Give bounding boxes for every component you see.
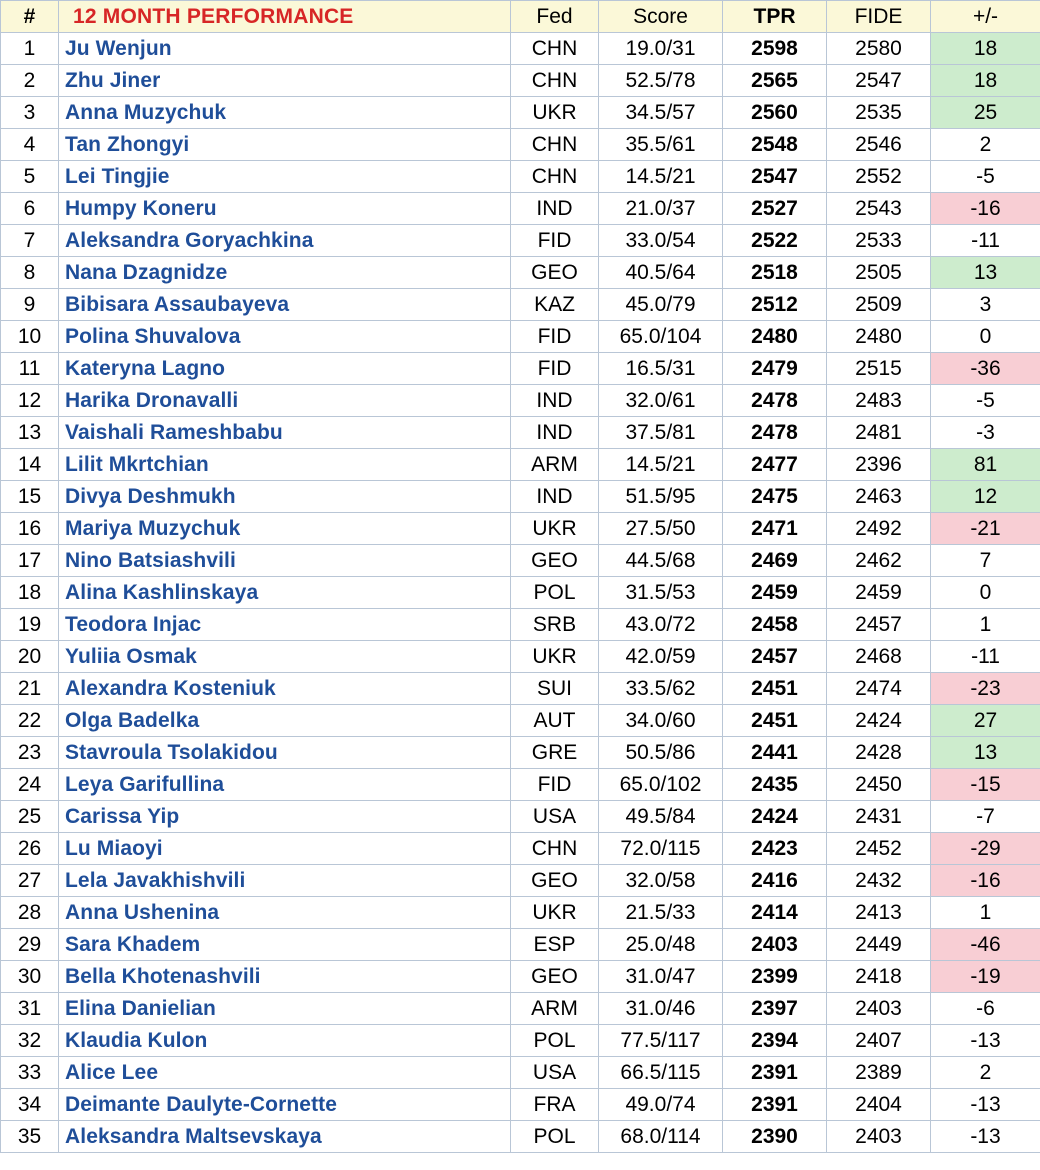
- player-fide-rating: 2428: [827, 737, 931, 769]
- player-name[interactable]: Divya Deshmukh: [59, 481, 511, 513]
- player-tpr: 2414: [723, 897, 827, 929]
- player-federation: FID: [511, 225, 599, 257]
- player-rank: 31: [1, 993, 59, 1025]
- player-tpr: 2403: [723, 929, 827, 961]
- table-row: [1, 33, 1040, 65]
- player-tpr: 2518: [723, 257, 827, 289]
- player-rank: 21: [1, 673, 59, 705]
- player-score: 68.0/114: [599, 1121, 723, 1153]
- player-federation: CHN: [511, 33, 599, 65]
- player-rating-change: -21: [931, 513, 1040, 545]
- player-rating-change: -23: [931, 673, 1040, 705]
- player-rank: 30: [1, 961, 59, 993]
- player-tpr: 2394: [723, 1025, 827, 1057]
- player-federation: KAZ: [511, 289, 599, 321]
- table-header-row: [1, 1, 1040, 33]
- player-rank: 24: [1, 769, 59, 801]
- player-rank: 11: [1, 353, 59, 385]
- table-row: [1, 417, 1040, 449]
- column-header-title: 12 MONTH PERFORMANCE: [59, 1, 511, 33]
- player-name[interactable]: Alexandra Kosteniuk: [59, 673, 511, 705]
- player-score: 49.0/74: [599, 1089, 723, 1121]
- table-row: [1, 609, 1040, 641]
- player-rank: 27: [1, 865, 59, 897]
- player-federation: IND: [511, 417, 599, 449]
- player-rating-change: -36: [931, 353, 1040, 385]
- table-row: [1, 321, 1040, 353]
- player-fide-rating: 2535: [827, 97, 931, 129]
- player-rating-change: 1: [931, 609, 1040, 641]
- table-row: [1, 97, 1040, 129]
- table-row: [1, 993, 1040, 1025]
- table-row: [1, 353, 1040, 385]
- player-name[interactable]: Anna Ushenina: [59, 897, 511, 929]
- player-score: 32.0/58: [599, 865, 723, 897]
- table-row: [1, 65, 1040, 97]
- player-name[interactable]: Lilit Mkrtchian: [59, 449, 511, 481]
- player-federation: USA: [511, 801, 599, 833]
- player-tpr: 2598: [723, 33, 827, 65]
- player-federation: ESP: [511, 929, 599, 961]
- player-rank: 19: [1, 609, 59, 641]
- player-fide-rating: 2424: [827, 705, 931, 737]
- player-rating-change: 13: [931, 257, 1040, 289]
- player-federation: CHN: [511, 833, 599, 865]
- player-tpr: 2416: [723, 865, 827, 897]
- player-score: 34.5/57: [599, 97, 723, 129]
- player-score: 52.5/78: [599, 65, 723, 97]
- player-score: 37.5/81: [599, 417, 723, 449]
- player-rank: 25: [1, 801, 59, 833]
- table-row: [1, 897, 1040, 929]
- player-rank: 1: [1, 33, 59, 65]
- player-rank: 28: [1, 897, 59, 929]
- player-rank: 20: [1, 641, 59, 673]
- player-rating-change: -11: [931, 225, 1040, 257]
- player-fide-rating: 2418: [827, 961, 931, 993]
- player-rank: 34: [1, 1089, 59, 1121]
- player-tpr: 2480: [723, 321, 827, 353]
- player-score: 50.5/86: [599, 737, 723, 769]
- player-federation: CHN: [511, 161, 599, 193]
- player-rating-change: -13: [931, 1089, 1040, 1121]
- player-federation: FID: [511, 321, 599, 353]
- table-row: [1, 481, 1040, 513]
- player-tpr: 2527: [723, 193, 827, 225]
- player-name[interactable]: Tan Zhongyi: [59, 129, 511, 161]
- table-row: [1, 833, 1040, 865]
- table-row: [1, 1089, 1040, 1121]
- player-rank: 8: [1, 257, 59, 289]
- player-federation: GEO: [511, 257, 599, 289]
- player-federation: POL: [511, 1121, 599, 1153]
- player-score: 44.5/68: [599, 545, 723, 577]
- player-federation: UKR: [511, 97, 599, 129]
- player-federation: GRE: [511, 737, 599, 769]
- player-federation: UKR: [511, 897, 599, 929]
- player-name[interactable]: Anna Muzychuk: [59, 97, 511, 129]
- player-score: 45.0/79: [599, 289, 723, 321]
- player-rank: 6: [1, 193, 59, 225]
- player-fide-rating: 2492: [827, 513, 931, 545]
- player-score: 31.5/53: [599, 577, 723, 609]
- player-fide-rating: 2457: [827, 609, 931, 641]
- player-name[interactable]: Elina Danielian: [59, 993, 511, 1025]
- player-score: 16.5/31: [599, 353, 723, 385]
- player-rating-change: -16: [931, 193, 1040, 225]
- table-row: [1, 225, 1040, 257]
- player-rank: 10: [1, 321, 59, 353]
- player-tpr: 2478: [723, 417, 827, 449]
- player-federation: IND: [511, 481, 599, 513]
- table-row: [1, 257, 1040, 289]
- table-row: [1, 961, 1040, 993]
- player-rank: 13: [1, 417, 59, 449]
- player-name[interactable]: Yuliia Osmak: [59, 641, 511, 673]
- player-federation: POL: [511, 577, 599, 609]
- player-rank: 4: [1, 129, 59, 161]
- player-score: 65.0/102: [599, 769, 723, 801]
- player-rank: 23: [1, 737, 59, 769]
- player-fide-rating: 2450: [827, 769, 931, 801]
- player-name[interactable]: Bibisara Assaubayeva: [59, 289, 511, 321]
- table-row: [1, 193, 1040, 225]
- player-federation: UKR: [511, 641, 599, 673]
- player-rank: 12: [1, 385, 59, 417]
- player-federation: USA: [511, 1057, 599, 1089]
- table-row: [1, 449, 1040, 481]
- player-score: 35.5/61: [599, 129, 723, 161]
- player-federation: FRA: [511, 1089, 599, 1121]
- player-fide-rating: 2480: [827, 321, 931, 353]
- table-row: [1, 865, 1040, 897]
- player-federation: UKR: [511, 513, 599, 545]
- player-name[interactable]: Kateryna Lagno: [59, 353, 511, 385]
- player-score: 14.5/21: [599, 161, 723, 193]
- column-header-tpr: TPR: [723, 1, 827, 33]
- player-name[interactable]: Zhu Jiner: [59, 65, 511, 97]
- player-rating-change: -46: [931, 929, 1040, 961]
- player-name[interactable]: Deimante Daulyte-Cornette: [59, 1089, 511, 1121]
- player-name[interactable]: Leya Garifullina: [59, 769, 511, 801]
- table-row: [1, 705, 1040, 737]
- player-tpr: 2478: [723, 385, 827, 417]
- player-rating-change: -5: [931, 385, 1040, 417]
- player-fide-rating: 2468: [827, 641, 931, 673]
- player-rank: 18: [1, 577, 59, 609]
- player-fide-rating: 2432: [827, 865, 931, 897]
- player-federation: IND: [511, 193, 599, 225]
- player-rating-change: -16: [931, 865, 1040, 897]
- player-fide-rating: 2403: [827, 1121, 931, 1153]
- player-federation: IND: [511, 385, 599, 417]
- player-fide-rating: 2463: [827, 481, 931, 513]
- player-rating-change: 3: [931, 289, 1040, 321]
- player-tpr: 2451: [723, 705, 827, 737]
- player-rank: 22: [1, 705, 59, 737]
- player-federation: ARM: [511, 993, 599, 1025]
- player-score: 21.5/33: [599, 897, 723, 929]
- column-header-delta: +/-: [931, 1, 1040, 33]
- player-tpr: 2391: [723, 1089, 827, 1121]
- player-score: 34.0/60: [599, 705, 723, 737]
- player-score: 21.0/37: [599, 193, 723, 225]
- table-row: [1, 129, 1040, 161]
- player-name[interactable]: Bella Khotenashvili: [59, 961, 511, 993]
- table-row: [1, 929, 1040, 961]
- player-tpr: 2458: [723, 609, 827, 641]
- player-score: 32.0/61: [599, 385, 723, 417]
- player-federation: GEO: [511, 865, 599, 897]
- player-federation: CHN: [511, 65, 599, 97]
- player-score: 31.0/47: [599, 961, 723, 993]
- player-name[interactable]: Lela Javakhishvili: [59, 865, 511, 897]
- player-name[interactable]: Olga Badelka: [59, 705, 511, 737]
- player-federation: FID: [511, 353, 599, 385]
- column-header-fide: FIDE: [827, 1, 931, 33]
- player-federation: ARM: [511, 449, 599, 481]
- player-fide-rating: 2505: [827, 257, 931, 289]
- player-score: 14.5/21: [599, 449, 723, 481]
- player-tpr: 2565: [723, 65, 827, 97]
- player-tpr: 2441: [723, 737, 827, 769]
- player-rating-change: -19: [931, 961, 1040, 993]
- player-rating-change: 18: [931, 65, 1040, 97]
- player-rating-change: -11: [931, 641, 1040, 673]
- table-row: [1, 769, 1040, 801]
- player-score: 65.0/104: [599, 321, 723, 353]
- player-fide-rating: 2404: [827, 1089, 931, 1121]
- player-tpr: 2522: [723, 225, 827, 257]
- player-fide-rating: 2483: [827, 385, 931, 417]
- player-fide-rating: 2580: [827, 33, 931, 65]
- table-row: [1, 641, 1040, 673]
- player-rating-change: 0: [931, 321, 1040, 353]
- player-tpr: 2512: [723, 289, 827, 321]
- table-body: [1, 33, 1040, 1153]
- player-tpr: 2423: [723, 833, 827, 865]
- player-tpr: 2479: [723, 353, 827, 385]
- player-rating-change: -3: [931, 417, 1040, 449]
- table-row: [1, 737, 1040, 769]
- player-rank: 15: [1, 481, 59, 513]
- player-name[interactable]: Teodora Injac: [59, 609, 511, 641]
- player-fide-rating: 2481: [827, 417, 931, 449]
- table-row: [1, 1025, 1040, 1057]
- table-row: [1, 545, 1040, 577]
- player-fide-rating: 2474: [827, 673, 931, 705]
- player-rating-change: 18: [931, 33, 1040, 65]
- player-tpr: 2424: [723, 801, 827, 833]
- player-rating-change: 1: [931, 897, 1040, 929]
- player-tpr: 2560: [723, 97, 827, 129]
- player-tpr: 2548: [723, 129, 827, 161]
- table-row: [1, 289, 1040, 321]
- player-score: 51.5/95: [599, 481, 723, 513]
- player-rating-change: -29: [931, 833, 1040, 865]
- player-tpr: 2457: [723, 641, 827, 673]
- player-name[interactable]: Humpy Koneru: [59, 193, 511, 225]
- player-fide-rating: 2462: [827, 545, 931, 577]
- player-rank: 2: [1, 65, 59, 97]
- player-score: 33.5/62: [599, 673, 723, 705]
- player-rating-change: -5: [931, 161, 1040, 193]
- table-row: [1, 385, 1040, 417]
- player-fide-rating: 2396: [827, 449, 931, 481]
- player-tpr: 2471: [723, 513, 827, 545]
- table-row: [1, 513, 1040, 545]
- player-tpr: 2477: [723, 449, 827, 481]
- table-row: [1, 673, 1040, 705]
- player-federation: GEO: [511, 961, 599, 993]
- table-row: [1, 161, 1040, 193]
- player-tpr: 2475: [723, 481, 827, 513]
- player-fide-rating: 2509: [827, 289, 931, 321]
- player-score: 40.5/64: [599, 257, 723, 289]
- player-score: 19.0/31: [599, 33, 723, 65]
- table-row: [1, 1121, 1040, 1153]
- column-header-score: Score: [599, 1, 723, 33]
- player-tpr: 2451: [723, 673, 827, 705]
- player-name[interactable]: Lei Tingjie: [59, 161, 511, 193]
- player-score: 43.0/72: [599, 609, 723, 641]
- player-score: 42.0/59: [599, 641, 723, 673]
- player-tpr: 2459: [723, 577, 827, 609]
- player-fide-rating: 2459: [827, 577, 931, 609]
- player-fide-rating: 2552: [827, 161, 931, 193]
- player-rank: 3: [1, 97, 59, 129]
- player-fide-rating: 2533: [827, 225, 931, 257]
- player-name[interactable]: Nana Dzagnidze: [59, 257, 511, 289]
- player-rank: 35: [1, 1121, 59, 1153]
- player-federation: AUT: [511, 705, 599, 737]
- player-score: 27.5/50: [599, 513, 723, 545]
- player-tpr: 2547: [723, 161, 827, 193]
- table-row: [1, 577, 1040, 609]
- player-rank: 32: [1, 1025, 59, 1057]
- player-name[interactable]: Alice Lee: [59, 1057, 511, 1089]
- player-rating-change: -13: [931, 1121, 1040, 1153]
- player-fide-rating: 2546: [827, 129, 931, 161]
- player-federation: SRB: [511, 609, 599, 641]
- player-rating-change: 13: [931, 737, 1040, 769]
- player-fide-rating: 2403: [827, 993, 931, 1025]
- player-rating-change: 25: [931, 97, 1040, 129]
- player-name[interactable]: Aleksandra Maltsevskaya: [59, 1121, 511, 1153]
- player-name[interactable]: Stavroula Tsolakidou: [59, 737, 511, 769]
- player-rank: 16: [1, 513, 59, 545]
- player-rank: 7: [1, 225, 59, 257]
- player-name[interactable]: Lu Miaoyi: [59, 833, 511, 865]
- player-fide-rating: 2452: [827, 833, 931, 865]
- player-rating-change: 27: [931, 705, 1040, 737]
- player-rating-change: -6: [931, 993, 1040, 1025]
- player-federation: FID: [511, 769, 599, 801]
- player-score: 31.0/46: [599, 993, 723, 1025]
- player-tpr: 2469: [723, 545, 827, 577]
- player-fide-rating: 2449: [827, 929, 931, 961]
- player-fide-rating: 2515: [827, 353, 931, 385]
- player-fide-rating: 2389: [827, 1057, 931, 1089]
- player-rank: 9: [1, 289, 59, 321]
- player-tpr: 2399: [723, 961, 827, 993]
- player-name[interactable]: Ju Wenjun: [59, 33, 511, 65]
- player-name[interactable]: Sara Khadem: [59, 929, 511, 961]
- player-name[interactable]: Klaudia Kulon: [59, 1025, 511, 1057]
- player-rank: 33: [1, 1057, 59, 1089]
- player-rank: 29: [1, 929, 59, 961]
- player-rank: 17: [1, 545, 59, 577]
- player-federation: POL: [511, 1025, 599, 1057]
- table-row: [1, 801, 1040, 833]
- player-rating-change: 81: [931, 449, 1040, 481]
- player-name[interactable]: Polina Shuvalova: [59, 321, 511, 353]
- player-tpr: 2391: [723, 1057, 827, 1089]
- player-rating-change: -15: [931, 769, 1040, 801]
- player-tpr: 2397: [723, 993, 827, 1025]
- player-name[interactable]: Carissa Yip: [59, 801, 511, 833]
- column-header-rank: #: [1, 1, 59, 33]
- column-header-fed: Fed: [511, 1, 599, 33]
- table-row: [1, 1057, 1040, 1089]
- player-name[interactable]: Vaishali Rameshbabu: [59, 417, 511, 449]
- player-rank: 14: [1, 449, 59, 481]
- player-score: 49.5/84: [599, 801, 723, 833]
- player-fide-rating: 2413: [827, 897, 931, 929]
- player-fide-rating: 2543: [827, 193, 931, 225]
- player-name[interactable]: Aleksandra Goryachkina: [59, 225, 511, 257]
- player-score: 72.0/115: [599, 833, 723, 865]
- player-name[interactable]: Alina Kashlinskaya: [59, 577, 511, 609]
- player-name[interactable]: Harika Dronavalli: [59, 385, 511, 417]
- player-fide-rating: 2431: [827, 801, 931, 833]
- player-rank: 5: [1, 161, 59, 193]
- player-rating-change: 12: [931, 481, 1040, 513]
- player-rating-change: 0: [931, 577, 1040, 609]
- player-score: 77.5/117: [599, 1025, 723, 1057]
- player-score: 33.0/54: [599, 225, 723, 257]
- player-rating-change: -13: [931, 1025, 1040, 1057]
- player-federation: CHN: [511, 129, 599, 161]
- player-name[interactable]: Mariya Muzychuk: [59, 513, 511, 545]
- player-rating-change: -7: [931, 801, 1040, 833]
- player-rating-change: 2: [931, 129, 1040, 161]
- player-fide-rating: 2407: [827, 1025, 931, 1057]
- player-score: 66.5/115: [599, 1057, 723, 1089]
- player-fide-rating: 2547: [827, 65, 931, 97]
- player-tpr: 2390: [723, 1121, 827, 1153]
- player-tpr: 2435: [723, 769, 827, 801]
- player-rating-change: 2: [931, 1057, 1040, 1089]
- player-federation: GEO: [511, 545, 599, 577]
- player-name[interactable]: Nino Batsiashvili: [59, 545, 511, 577]
- player-federation: SUI: [511, 673, 599, 705]
- player-score: 25.0/48: [599, 929, 723, 961]
- player-rank: 26: [1, 833, 59, 865]
- player-rating-change: 7: [931, 545, 1040, 577]
